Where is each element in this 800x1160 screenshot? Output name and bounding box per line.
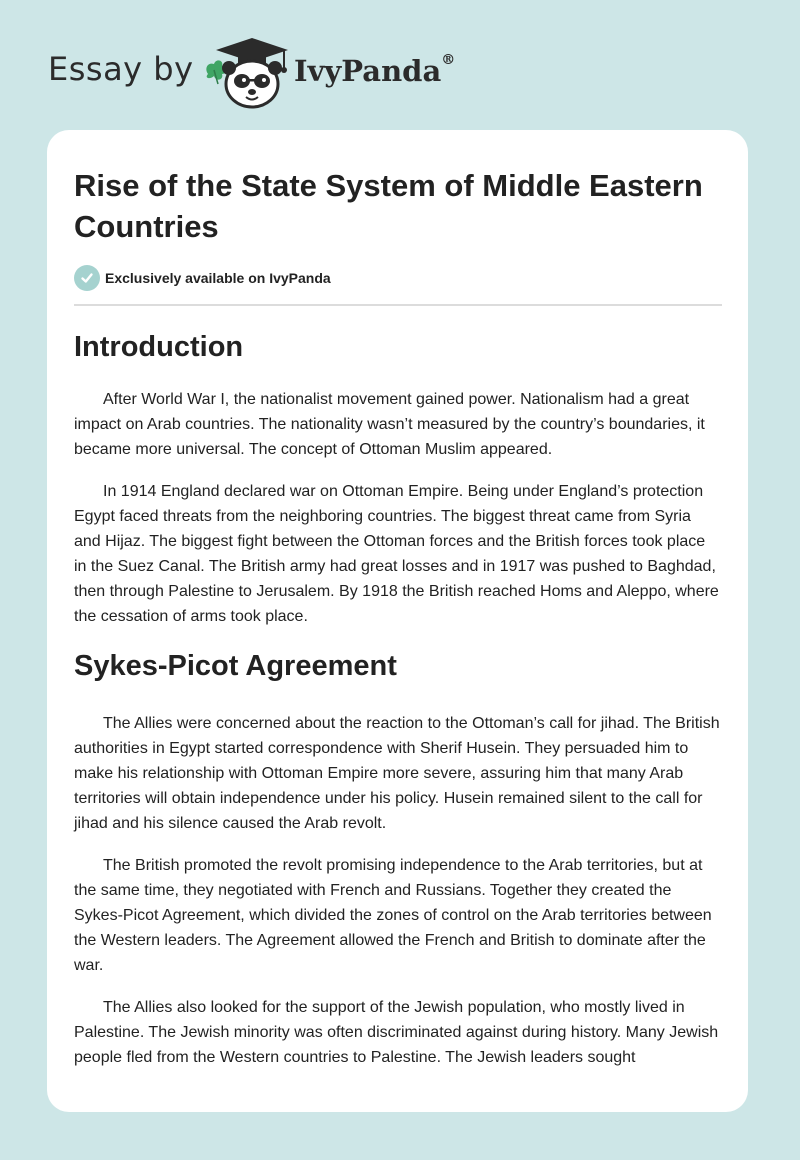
exclusive-label: Exclusively available on IvyPanda	[105, 270, 331, 286]
site-header	[48, 34, 548, 110]
paragraph: The Allies also looked for the support of the Jewish population, who mostly lived in Palestine. The Jewish minority was often discriminated against during history. Many Jewish people fled from the Western countries to Palestine. The Jewish leaders sought	[74, 999, 719, 1066]
paragraph: The Allies were concerned about the reaction to the Ottoman’s call for jihad. The British authorities in Egypt started correspondence with Sherif Husein. They persuaded him to make his relationship with Ottoman Empire more severe, assuring him that many Arab territories will obtain independence under his policy. Husein remained silent to the call for jihad and his silence caused the Arab revolt.	[74, 715, 720, 832]
brand-text: IvyPanda	[294, 54, 442, 88]
exclusive-badge	[74, 264, 722, 292]
section-heading-sykes-picot: Sykes-Picot Agreement	[74, 650, 397, 682]
section-heading-introduction: Introduction	[74, 331, 244, 363]
essay-card	[47, 130, 748, 1112]
paragraph: In 1914 England declared war on Ottoman Empire. Being under England’s protection Egypt faced threats from the neighboring countries. The biggest threat came from Syria and Hijaz. The biggest fight between the Ottoman forces and the British forces took place in the Suez Canal. The British army had great losses and in 1917 was pushed to Baghdad, then through Palestine to Jerusalem. By 1918 the British reached Homs and Aleppo, where the cessation of arms took place.	[74, 483, 719, 625]
essay-content	[74, 165, 722, 1070]
panda-logo-icon[interactable]	[202, 34, 292, 110]
registered-mark: ®	[441, 52, 456, 68]
checkmark-icon	[74, 265, 100, 291]
brand-name[interactable]	[294, 54, 455, 88]
paragraph: The British promoted the revolt promising independence to the Arab territories, but at the same time, they negotiated with French and Russians. Together they created the Sykes-Picot Agreement, which divided the zones of control on the Arab territories between the Western leaders. The Agreement allowed the French and British to dominate after the war.	[74, 857, 712, 974]
divider	[74, 304, 722, 306]
paragraph: After World War I, the nationalist movement gained power. Nationalism had a great impact on Arab countries. The nationality wasn’t measured by the country’s boundaries, it became more universal. The concept of Ottoman Muslim appeared.	[74, 391, 705, 458]
essay-title: Rise of the State System of Middle Eastern Countries	[74, 168, 703, 244]
essay-by-label: Essay by	[48, 50, 194, 88]
